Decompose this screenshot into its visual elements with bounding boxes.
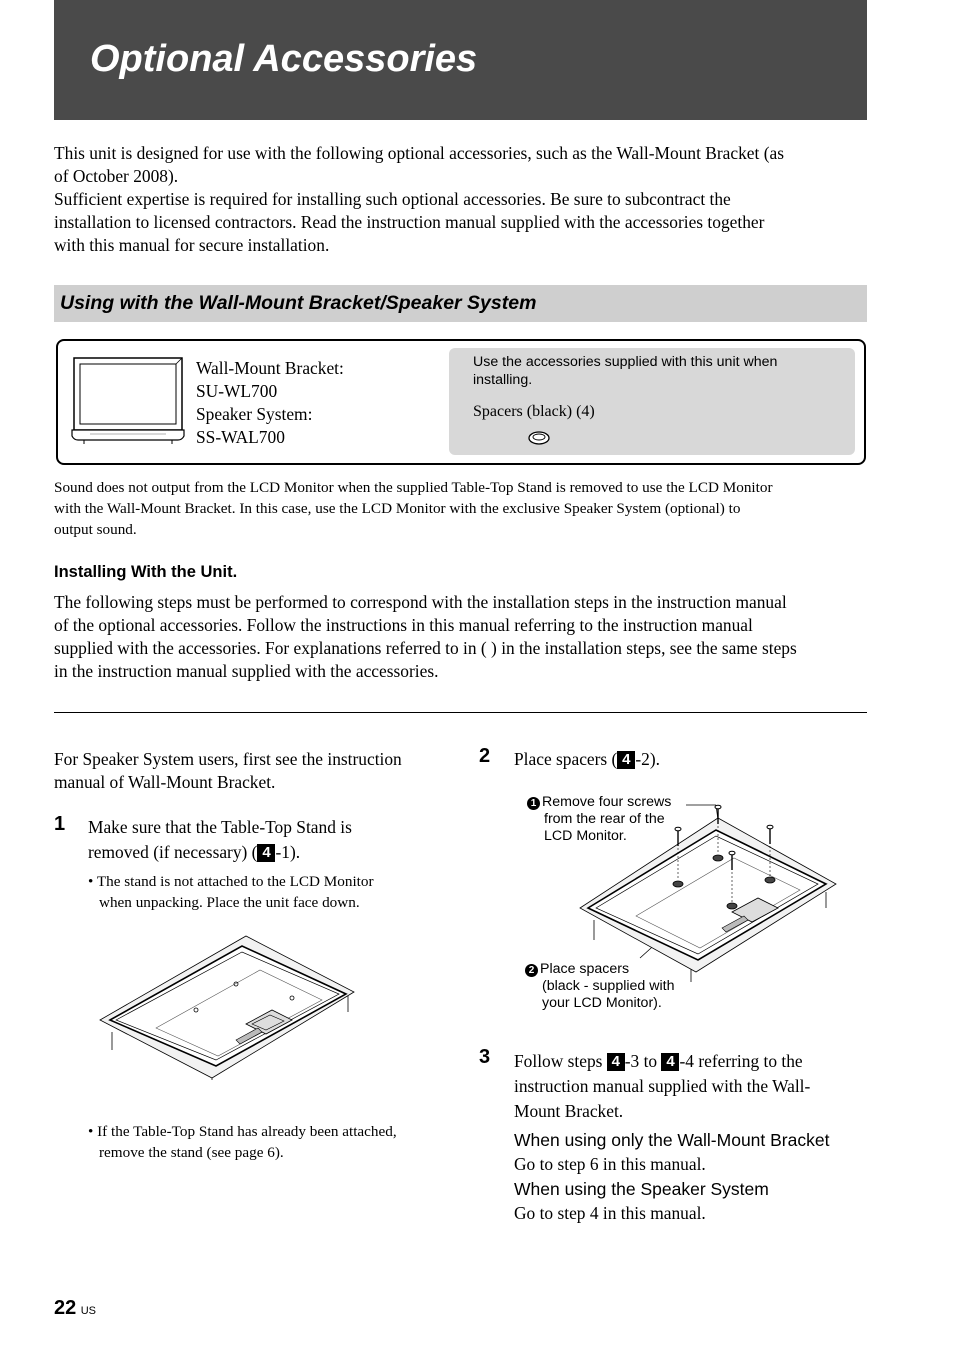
callout-line: from the rear of the: [544, 811, 665, 827]
speaker-system-instruction: Go to step 4 in this manual.: [514, 1203, 706, 1223]
step-1-line: [88, 841, 352, 864]
section-divider: [54, 712, 867, 713]
callout-text: Place spacers: [540, 961, 630, 977]
step-3-line: instruction manual supplied with the Wall-: [514, 1076, 811, 1096]
supplied-note-line: installing.: [473, 372, 533, 388]
subheading-speaker-system: When using the Speaker System: [514, 1179, 769, 1199]
step-3-line: Mount Bracket.: [514, 1101, 624, 1121]
speaker-intro-line: For Speaker System users, first see the instruction: [54, 749, 402, 769]
step-1-text: [88, 816, 352, 864]
spacer-icon: [527, 429, 553, 447]
step-2-text-post: -2).: [635, 749, 660, 769]
callout-text: Remove four screws: [542, 794, 672, 810]
step-1-bullet-2: [88, 1121, 397, 1163]
accessory-list: [196, 357, 344, 449]
step-ref-badge: 4: [661, 1053, 679, 1071]
step-3-text-mid: -3 to: [624, 1051, 662, 1071]
intro-line: Sufficient expertise is required for installing such optional accessories. Be sure to subcontract the: [54, 189, 731, 209]
step-1-line: Make sure that the Table-Top Stand is: [88, 817, 352, 837]
step-1-bullet-1: [88, 871, 374, 913]
accessory-line: SS-WAL700: [196, 427, 285, 447]
step-ref-badge: 4: [257, 844, 275, 862]
bullet-line: • If the Table-Top Stand has already been attached,: [88, 1123, 397, 1140]
callout-line: (black - supplied with: [542, 978, 675, 994]
step-2-text-pre: Place spacers (: [514, 749, 618, 769]
page-number: 22: [54, 1297, 77, 1319]
step-3-line: [514, 1049, 810, 1074]
bullet-line: remove the stand (see page 6).: [99, 1144, 284, 1161]
installing-line: of the optional accessories. Follow the instructions in this manual referring to the instruction manual: [54, 615, 753, 635]
supplied-note: [473, 353, 777, 389]
installing-paragraph: [54, 591, 797, 683]
installing-line: The following steps must be performed to correspond with the installation steps in the instruction manual: [54, 592, 787, 612]
wall-mount-only-instruction: Go to step 6 in this manual.: [514, 1154, 706, 1174]
callout-line: [527, 794, 671, 811]
page-title: Optional Accessories: [90, 38, 478, 80]
intro-line: installation to licensed contractors. Read the instruction manual supplied with the accessories together: [54, 212, 765, 232]
installing-line: supplied with the accessories. For explanations referred to in ( ) in the installation steps, see the same steps: [54, 638, 797, 658]
step-2-text: [514, 748, 660, 771]
step-ref-badge: 4: [607, 1053, 625, 1071]
step-1-text-post: -1).: [275, 842, 301, 862]
callout-remove-screws: [527, 794, 671, 845]
callout-line: [525, 961, 674, 978]
spacers-label: Spacers (black) (4): [473, 403, 595, 420]
accessory-line: Speaker System:: [196, 404, 313, 424]
bullet-line: • The stand is not attached to the LCD Monitor: [88, 873, 374, 890]
intro-line: This unit is designed for use with the following optional accessories, such as the Wall-Mount Bracket (as: [54, 143, 784, 163]
monitor-illustration: [70, 354, 186, 448]
accessory-line: SU-WL700: [196, 381, 278, 401]
bullet-line: when unpacking. Place the unit face down.: [99, 894, 360, 911]
callout-number-2: 2: [525, 964, 538, 977]
step-2-number: 2: [479, 745, 491, 767]
sound-note-line: with the Wall-Mount Bracket. In this case, use the LCD Monitor with the exclusive Speaker System (optional) to: [54, 500, 741, 517]
page-number-block: [54, 1297, 96, 1320]
installing-heading: Installing With the Unit.: [54, 563, 238, 581]
installing-line: in the instruction manual supplied with the accessories.: [54, 661, 439, 681]
callout-number-1: 1: [527, 797, 540, 810]
intro-line: with this manual for secure installation.: [54, 235, 330, 255]
sound-note-line: output sound.: [54, 521, 137, 538]
step-1-text-pre: removed (if necessary) (: [88, 842, 258, 862]
supplied-note-line: Use the accessories supplied with this unit when: [473, 354, 778, 370]
intro-line: of October 2008).: [54, 166, 179, 186]
callout-line: LCD Monitor.: [544, 828, 627, 844]
subheading-wall-mount-only: When using only the Wall-Mount Bracket: [514, 1130, 830, 1150]
step-1-number: 1: [54, 813, 66, 835]
section-title: Using with the Wall-Mount Bracket/Speaker System: [60, 292, 537, 314]
step-ref-badge: 4: [617, 751, 635, 769]
callout-place-spacers: [525, 961, 674, 1012]
monitor-face-down-illustration: [96, 932, 358, 1082]
step-3-text-pre: Follow steps: [514, 1051, 607, 1071]
step-3-text-post: -4 referring to the: [679, 1051, 803, 1071]
callout-line: your LCD Monitor).: [542, 995, 662, 1011]
intro-paragraph: [54, 142, 784, 257]
step-3-number: 3: [479, 1046, 491, 1068]
step-3-text: [514, 1049, 810, 1124]
accessory-line: Wall-Mount Bracket:: [196, 358, 344, 378]
sound-note-line: Sound does not output from the LCD Monitor when the supplied Table-Top Stand is removed to use the LCD Monitor: [54, 479, 773, 496]
sound-note: [54, 477, 773, 540]
speaker-users-intro: [54, 748, 402, 794]
page-region-suffix: US: [80, 1305, 96, 1317]
speaker-intro-line: manual of Wall-Mount Bracket.: [54, 772, 276, 792]
